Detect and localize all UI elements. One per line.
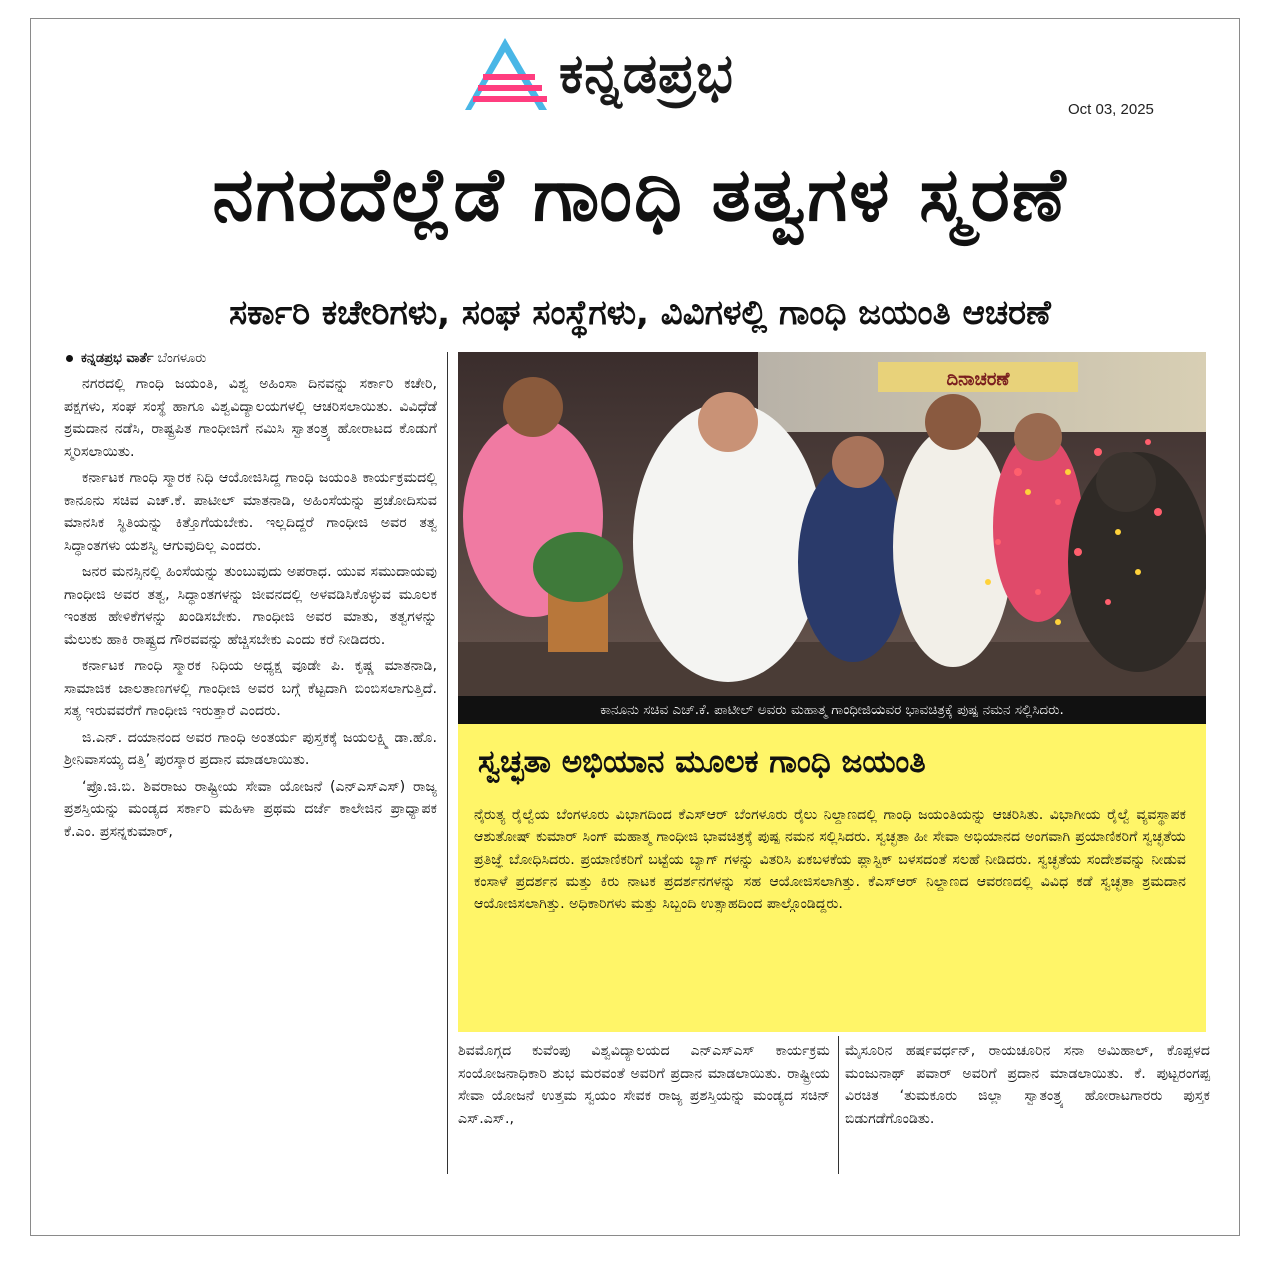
sidebox (458, 724, 1206, 1032)
masthead (465, 36, 734, 112)
article-paragraph: ಮೈಸೂರಿನ ಹರ್ಷವರ್ಧನ್, ರಾಯಚೂರಿನ ಸನಾ ಅಮಿಹಾಲ್, ಕೊಪ್ಪಳದ ಮಂಜುನಾಥ್ ಪವಾರ್ ಅವರಿಗೆ ಪ್ರದಾನ ಮಾಡಲಾಯಿತು. ಕೆ. ಪುಟ್ಟರಂಗಪ್ಪ ವಿರಚಿತ ‘ತುಮಕೂರು ಜಿಲ್ಲಾ ಸ್ವಾತಂತ್ರ್ಯ ಹೋರಾಟಗಾರರು ಪುಸ್ತಕ ಬಿಡುಗಡೆಗೊಂಡಿತು. (845, 1043, 1210, 1127)
publish-date: Oct 03, 2025 (1068, 101, 1154, 118)
masthead-title: ಕನ್ನಡಪ್ರಭ (559, 42, 734, 105)
article-paragraph: ಶಿವಮೊಗ್ಗದ ಕುವೆಂಪು ವಿಶ್ವವಿದ್ಯಾಲಯದ ಎನ್‌ಎಸ್‌ಎಸ್ ಕಾರ್ಯಕ್ರಮ ಸಂಯೋಜನಾಧಿಕಾರಿ ಶುಭ ಮರವಂತೆ ಅವರಿಗೆ ಪ್ರದಾನ ಮಾಡಲಾಯಿತು. ರಾಷ್ಟ್ರೀಯ ಸೇವಾ ಯೋಜನೆ ಉತ್ತಮ ಸ್ವಯಂ ಸೇವಕ ರಾಜ್ಯ ಪ್ರಶಸ್ತಿಯನ್ನು ಮಂಡ್ಯದ ಸಚಿನ್ ಎಸ್.ಎಸ್., (458, 1043, 830, 1127)
column-divider (447, 352, 448, 1174)
article-column-3 (845, 1040, 1210, 1134)
article-paragraph: ‘ಪ್ರೊ.ಜಿ.ಬಿ. ಶಿವರಾಜು ರಾಷ್ಟ್ರೀಯ ಸೇವಾ ಯೋಜನೆ (ಎನ್‌ಎಸ್‌ಎಸ್) ರಾಜ್ಯ ಪ್ರಶಸ್ತಿಯನ್ನು ಮಂಡ್ಯದ ಸರ್ಕಾರಿ ಮಹಿಳಾ ಪ್ರಥಮ ದರ್ಜೆ ಕಾಲೇಜಿನ ಪ್ರಾಧ್ಯಾಪಕ ಕೆ.ಎಂ. ಪ್ರಸನ್ನಕುಮಾರ್, (64, 778, 437, 840)
article-paragraph: ಜಿ.ಎನ್. ದಯಾನಂದ ಅವರ ಗಾಂಧಿ ಅಂತರ್ಯ ಪುಸ್ತಕಕ್ಕೆ ಜಯಲಕ್ಷ್ಮಿ ಡಾ.ಹೊ. ಶ್ರೀನಿವಾಸಯ್ಯ ದತ್ತಿ’ ಪುರಸ್ಕಾರ ಪ್ರದಾನ ಮಾಡಲಾಯಿತು. (64, 729, 437, 768)
photo-caption: ಕಾನೂನು ಸಚಿವ ಎಚ್.ಕೆ. ಪಾಟೀಲ್ ಅವರು ಮಹಾತ್ಮ ಗಾಂಧೀಜಿಯವರ ಭಾವಚಿತ್ರಕ್ಕೆ ಪುಷ್ಪ ನಮನ ಸಲ್ಲಿಸಿದರು. (458, 696, 1206, 724)
headline: ನಗರದೆಲ್ಲೆಡೆ ಗಾಂಧಿ ತತ್ವಗಳ ಸ್ಮರಣೆ (212, 152, 1068, 238)
article-paragraph: ನಗರದಲ್ಲಿ ಗಾಂಧಿ ಜಯಂತಿ, ವಿಶ್ವ ಅಹಿಂಸಾ ದಿನವನ್ನು ಸರ್ಕಾರಿ ಕಚೇರಿ, ಪಕ್ಷಗಳು, ಸಂಘ ಸಂಸ್ಥೆ ಹಾಗೂ ವಿಶ್ವವಿದ್ಯಾಲಯಗಳಲ್ಲಿ ಆಚರಿಸಲಾಯಿತು. ವಿವಿಧೆಡೆ ಶ್ರಮದಾನ ನಡೆಸಿ, ರಾಷ್ಟ್ರಪಿತ ಗಾಂಧೀಜಿಗೆ ನಮಿಸಿ ಸ್ವಾತಂತ್ರ್ಯ ಹೋರಾಟದ ಕೊಡುಗೆ ಸ್ಮರಿಸಲಾಯಿತು. (64, 376, 437, 460)
column-divider (838, 1036, 839, 1174)
subheadline: ಸರ್ಕಾರಿ ಕಚೇರಿಗಳು, ಸಂಘ ಸಂಸ್ಥೆಗಳು, ವಿವಿಗಳಲ್ಲಿ ಗಾಂಧಿ ಜಯಂತಿ ಆಚರಣೆ (229, 293, 1051, 333)
byline-place: ಬೆಂಗಳೂರು (157, 351, 207, 366)
article-column-1 (64, 373, 437, 847)
bullet-icon (66, 355, 73, 362)
kannadaprabha-logo-icon (465, 38, 547, 110)
byline-source: ಕನ್ನಡಪ್ರಭ ವಾರ್ತೆ (81, 351, 154, 366)
banner-text: ದಿನಾಚರಣೆ (946, 369, 1010, 390)
byline (66, 349, 206, 369)
photo-illustration (458, 352, 1206, 724)
sidebox-body: ನೈರುತ್ಯ ರೈಲ್ವೆಯ ಬೆಂಗಳೂರು ವಿಭಾಗದಿಂದ ಕೆಎಸ್‌ಆರ್ ಬೆಂಗಳೂರು ರೈಲು ನಿಲ್ದಾಣದಲ್ಲಿ ಗಾಂಧಿ ಜಯಂತಿಯನ್ನು ಆಚರಿಸಿತು. ವಿಭಾಗೀಯ ರೈಲ್ವೆ ವ್ಯವಸ್ಥಾಪಕ ಆಶುತೋಷ್ ಕುಮಾರ್ ಸಿಂಗ್ ಮಹಾತ್ಮ ಗಾಂಧೀಜಿ ಭಾವಚಿತ್ರಕ್ಕೆ ಪುಷ್ಪ ನಮನ ಸಲ್ಲಿಸಿದರು. ಸ್ವಚ್ಛತಾ ಹೀ ಸೇವಾ ಅಭಿಯಾನದ ಅಂಗವಾಗಿ ಪ್ರಯಾಣಿಕರಿಗೆ ಸ್ವಚ್ಛತೆಯ ಪ್ರತಿಜ್ಞೆ ಬೋಧಿಸಿದರು. ಪ್ರಯಾಣಿಕರಿಗೆ ಬಟ್ಟೆಯ ಬ್ಯಾಗ್ ಗಳನ್ನು ವಿತರಿಸಿ ಏಕಬಳಕೆಯ ಪ್ಲಾಸ್ಟಿಕ್ ಬಳಸದಂತೆ ಸಲಹೆ ನೀಡಿದರು. ಸ್ವಚ್ಛತೆಯ ಸಂದೇಶವನ್ನು ನೀಡುವ ಕಂಸಾಳೆ ಪ್ರದರ್ಶನ ಮತ್ತು ಕಿರು ನಾಟಕ ಪ್ರದರ್ಶನಗಳನ್ನು ಸಹ ಆಯೋಜಿಸಲಾಗಿತ್ತು. ಕೆಎಸ್‌ಆರ್ ನಿಲ್ದಾಣದ ಆವರಣದಲ್ಲಿ ವಿವಿಧ ಕಡೆ ಸ್ವಚ್ಛತಾ ಶ್ರಮದಾನ ಆಯೋಜಿಸಲಾಗಿತ್ತು. ಅಧಿಕಾರಿಗಳು ಮತ್ತು ಸಿಬ್ಬಂದಿ ಉತ್ಸಾಹದಿಂದ ಪಾಲ್ಗೊಂಡಿದ್ದರು. (474, 807, 1186, 913)
article-paragraph: ಕರ್ನಾಟಕ ಗಾಂಧಿ ಸ್ಮಾರಕ ನಿಧಿಯ ಅಧ್ಯಕ್ಷ ವೂಡೇ ಪಿ. ಕೃಷ್ಣ ಮಾತನಾಡಿ, ಸಾಮಾಜಿಕ ಜಾಲತಾಣಗಳಲ್ಲಿ ಗಾಂಧೀಜಿ ಅವರ ಬಗ್ಗೆ ಕೆಟ್ಟದಾಗಿ ಬಿಂಬಿಸಲಾಗುತ್ತಿದೆ. ಸತ್ಯ ಇರುವವರೆಗೆ ಗಾಂಧೀಜಿ ಇರುತ್ತಾರೆ ಎಂದರು. (64, 658, 437, 719)
event-photo (458, 352, 1206, 724)
article-paragraph: ಜನರ ಮನಸ್ಸಿನಲ್ಲಿ ಹಿಂಸೆಯನ್ನು ತುಂಬುವುದು ಅಪರಾಧ. ಯುವ ಸಮುದಾಯವು ಗಾಂಧೀಜಿ ಅವರ ತತ್ವ, ಸಿದ್ಧಾಂತಗಳನ್ನು ಜೀವನದಲ್ಲಿ ಅಳವಡಿಸಿಕೊಳ್ಳುವ ಮೂಲಕ ಇಂತಹ ಹೇಳಿಕೆಗಳನ್ನು ಖಂಡಿಸಬೇಕು. ಗಾಂಧೀಜಿ ಅವರ ಮಾತು, ತತ್ವಗಳನ್ನು ಮೆಲುಕು ಹಾಕಿ ರಾಷ್ಟ್ರದ ಗೌರವವನ್ನು ಹೆಚ್ಚಿಸಬೇಕು ಎಂದು ಕರೆ ನೀಡಿದರು. (64, 564, 437, 648)
sidebox-title: ಸ್ವಚ್ಛತಾ ಅಭಿಯಾನ ಮೂಲಕ ಗಾಂಧಿ ಜಯಂತಿ (478, 744, 926, 780)
article-paragraph: ಕರ್ನಾಟಕ ಗಾಂಧಿ ಸ್ಮಾರಕ ನಿಧಿ ಆಯೋಜಿಸಿದ್ದ ಗಾಂಧಿ ಜಯಂತಿ ಕಾರ್ಯಕ್ರಮದಲ್ಲಿ ಕಾನೂನು ಸಚಿವ ಎಚ್.ಕೆ. ಪಾಟೀಲ್ ಮಾತನಾಡಿ, ಅಹಿಂಸೆಯನ್ನು ಪ್ರಚೋದಿಸುವ ಮಾನಸಿಕ ಸ್ಥಿತಿಯನ್ನು ಕಿತ್ತೊಗೆಯಬೇಕು. ಇಲ್ಲದಿದ್ದರೆ ಗಾಂಧೀಜಿ ಅವರ ತತ್ವ ಸಿದ್ಧಾಂತಗಳು ಯಶಸ್ವಿ ಆಗುವುದಿಲ್ಲ ಎಂದರು. (64, 470, 437, 554)
article-column-2 (458, 1040, 830, 1134)
